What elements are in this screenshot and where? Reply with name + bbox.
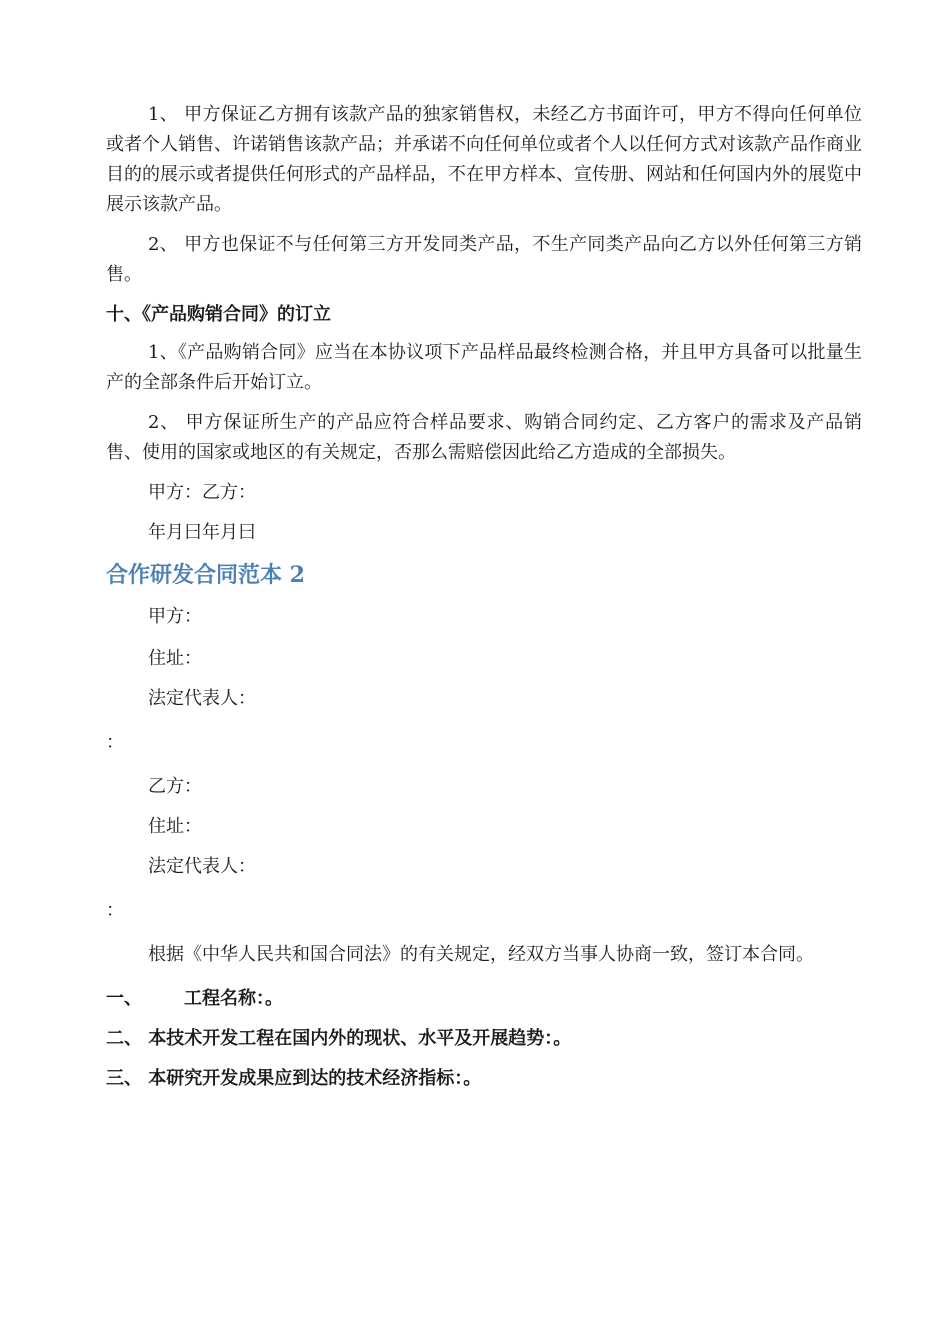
section10-paragraph-2: 2、 甲方保证所生产的产品应符合样品要求、购销合同约定、乙方客户的需求及产品销售、使用的国家或地区的有关规定，否那么需赔偿因此给乙方造成的全部损失。 xyxy=(106,412,862,463)
document-page xyxy=(106,100,862,1094)
party-b-label: 乙方： xyxy=(148,776,202,797)
party-b-representative: 法定代表人： xyxy=(148,856,256,877)
party-a-colon: ： xyxy=(106,732,124,753)
signature-parties: 甲方：乙方： xyxy=(148,482,256,503)
article-1-number: 一、 xyxy=(106,988,142,1009)
contract2-intro: 根据《中华人民共和国合同法》的有关规定，经双方当事人协商一致，签订本合同。 xyxy=(148,944,814,965)
article-3: 三、 本研究开发成果应到达的技术经济指标：。 xyxy=(106,1068,482,1089)
section10-title: 十、《产品购销合同》的订立 xyxy=(106,304,331,325)
party-b-colon: ： xyxy=(106,900,124,921)
party-a-representative: 法定代表人： xyxy=(148,688,256,709)
article-1 xyxy=(106,984,862,1014)
party-a-address: 住址： xyxy=(148,648,202,669)
signature-dates: 年月曰年月曰 xyxy=(148,522,256,543)
section9-paragraph-1: 1、 甲方保证乙方拥有该款产品的独家销售权，未经乙方书面许可，甲方不得向任何单位或者个人销售、许诺销售该款产品；并承诺不向任何单位或者个人以任何方式对该款产品作商业目的的展示或者提供任何形式的产品样品，不在甲方样本、宣传册、网站和任何国内外的展览中展示该款产品。 xyxy=(106,104,862,215)
party-a-label: 甲方： xyxy=(148,606,202,627)
party-b-address: 住址： xyxy=(148,816,202,837)
article-2: 二、 本技术开发工程在国内外的现状、水平及开展趋势：。 xyxy=(106,1028,572,1049)
contract2-heading: 合作研发合同范本 2 xyxy=(106,562,305,588)
section10-paragraph-1: 1、《产品购销合同》应当在本协议项下产品样品最终检测合格，并且甲方具备可以批量生产的全部条件后开始订立。 xyxy=(106,342,862,393)
article-1-text: 工程名称：。 xyxy=(184,988,283,1009)
section9-paragraph-2: 2、 甲方也保证不与任何第三方开发同类产品，不生产同类产品向乙方以外任何第三方销售。 xyxy=(106,234,862,285)
